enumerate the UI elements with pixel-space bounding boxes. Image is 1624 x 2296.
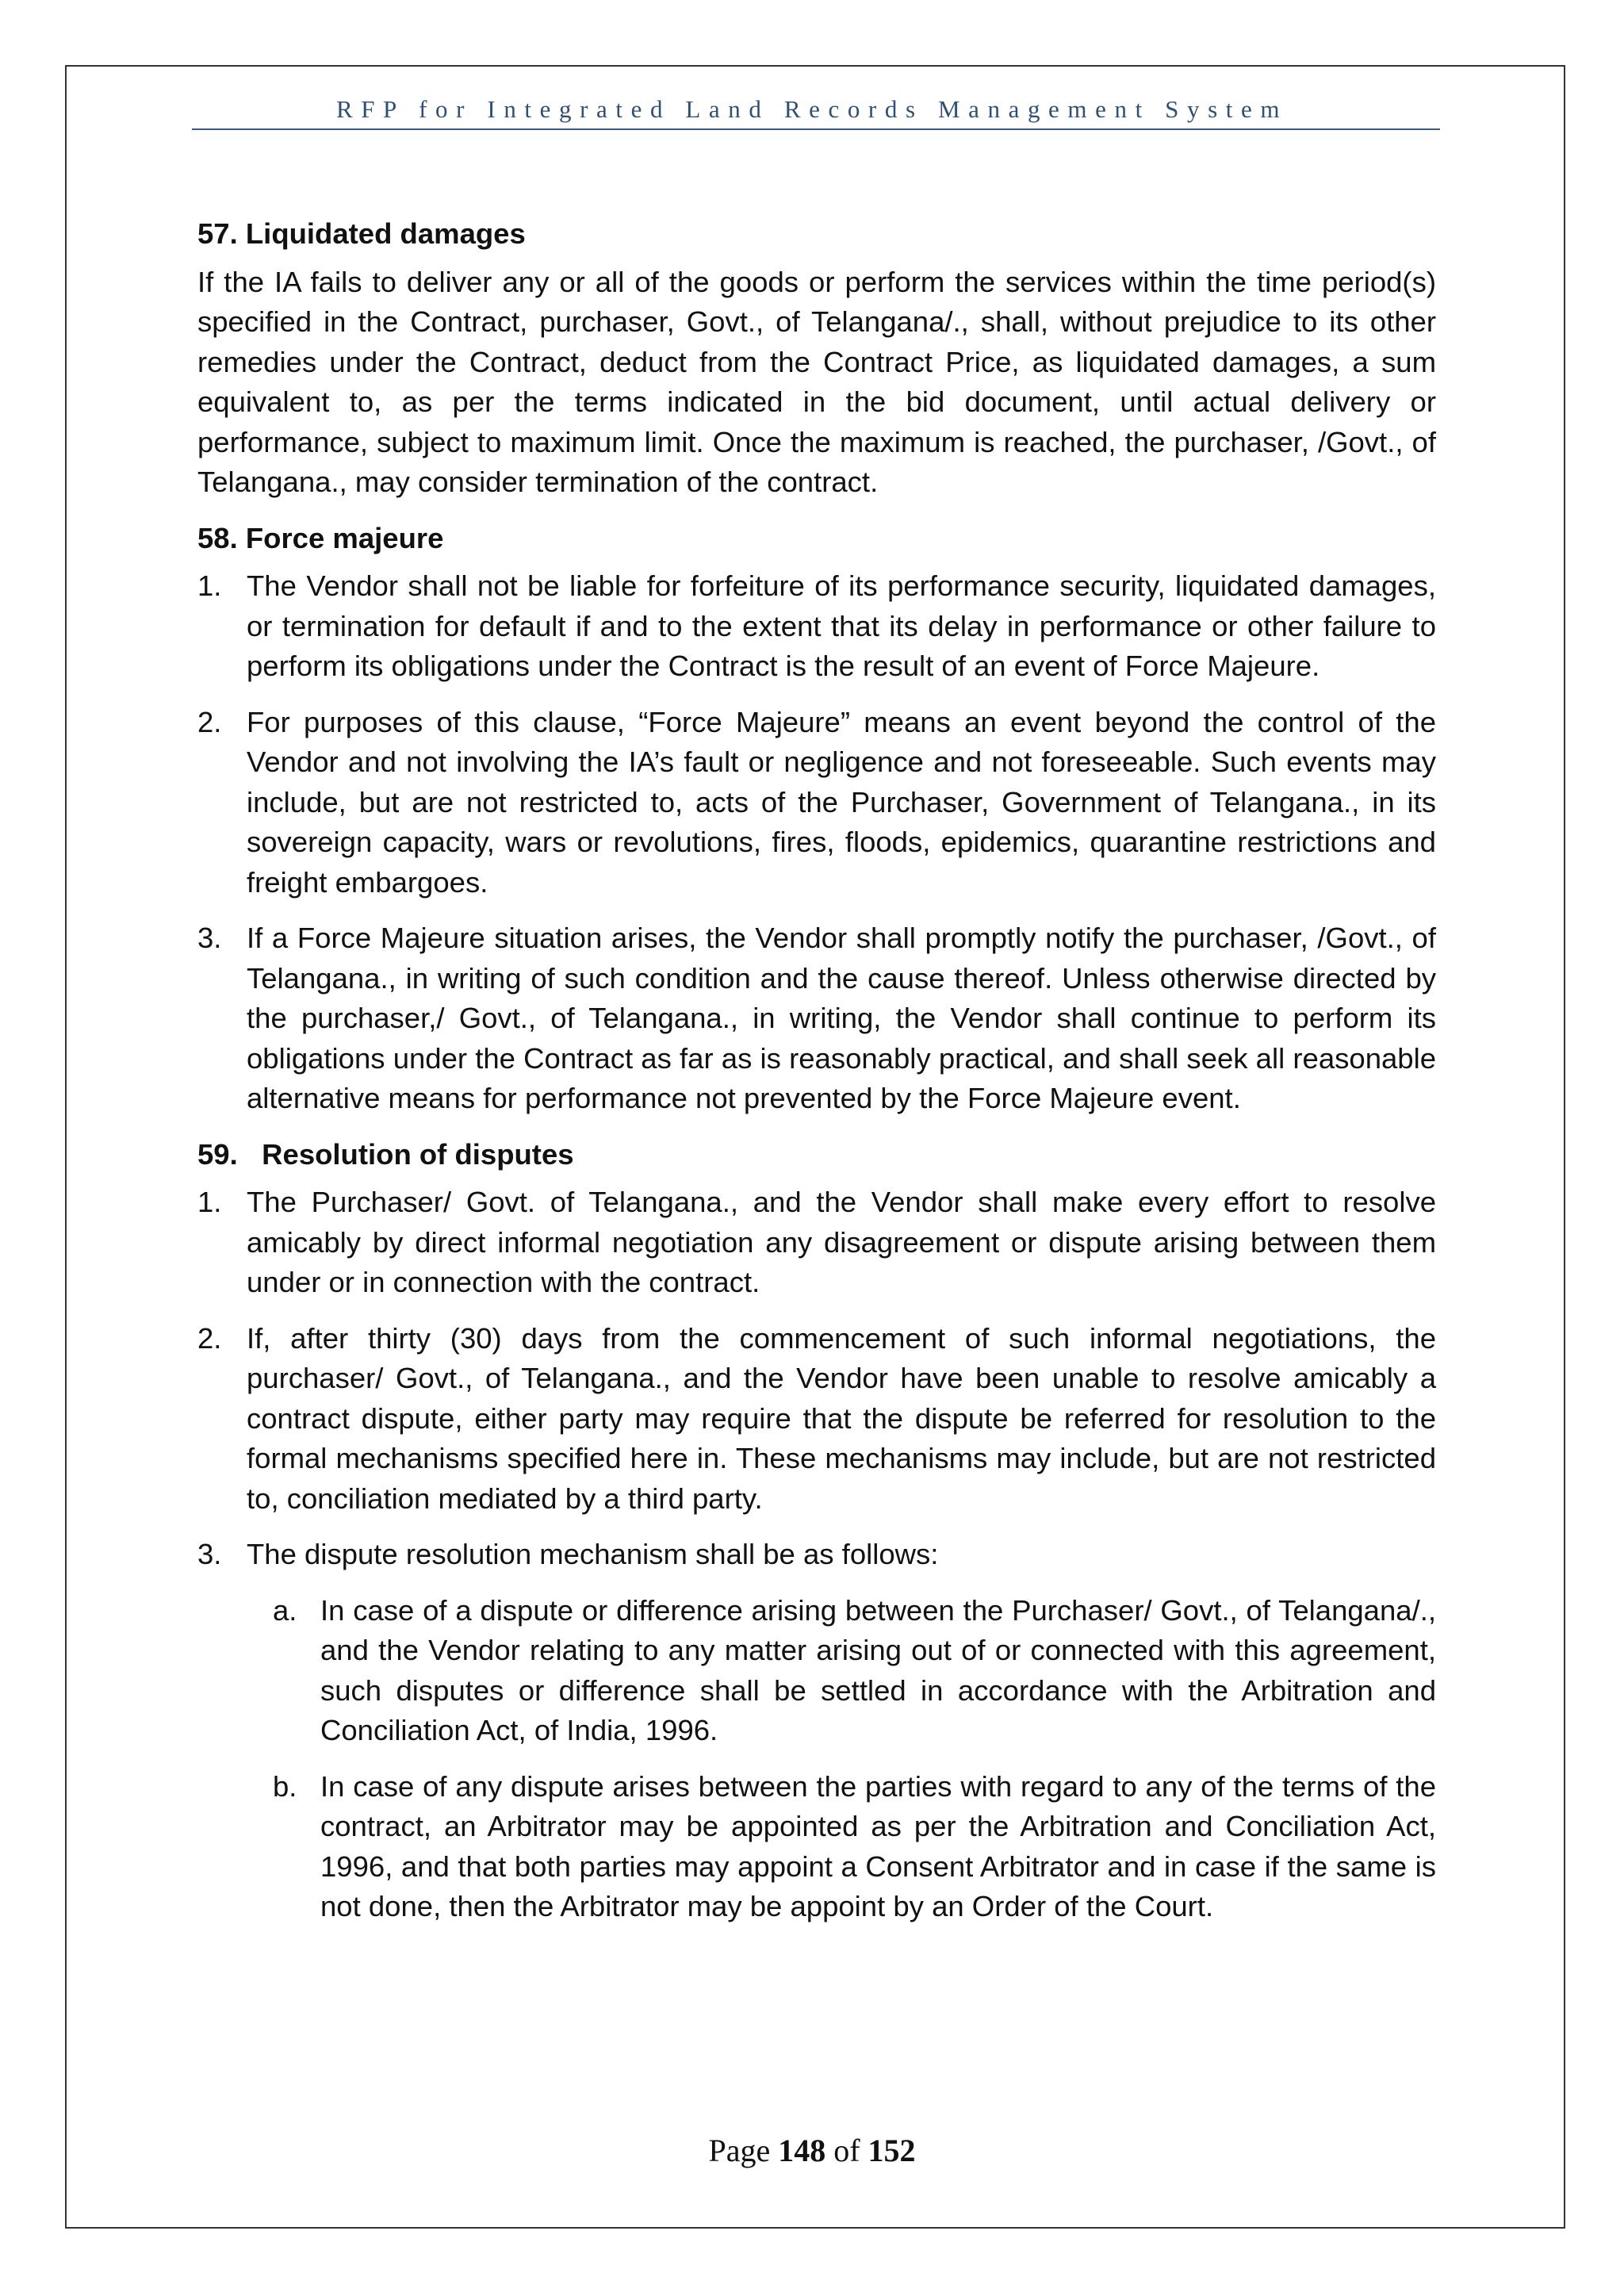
list-item	[197, 1535, 1436, 1575]
list-marker: 2.	[197, 1321, 222, 1355]
list-item-text: If, after thirty (30) days from the commencement of such informal negotiations, the purchaser/ Govt., of Telangana., and the Vendor have been unable to resolve amicably a contract dispute, either party may require that the dispute be referred for resolution to the formal mechanisms specified here in. These mechanisms may include, but are not restricted to, conciliation mediated by a third party.	[247, 1321, 1436, 1515]
page-number	[0, 2132, 1624, 2169]
page-number-separator: of	[833, 2133, 860, 2168]
running-header: RFP for Integrated Land Records Management System	[335, 95, 1289, 123]
sub-list-item	[273, 1767, 1436, 1927]
document-body	[197, 214, 1436, 1927]
section-heading: 59. Resolution of disputes	[197, 1137, 574, 1171]
header-rule	[192, 128, 1440, 130]
section-force-majeure	[197, 519, 1436, 1119]
list-marker: 2.	[197, 705, 222, 738]
list-item-text: For purposes of this clause, “Force Majeure” means an event beyond the control of the Vendor and not involving the IA’s fault or negligence and not foreseeable. Such events may include, but are not restricted to, acts of the Purchaser, Government of Telangana., in its sovereign capacity, wars or revolutions, fires, floods, epidemics, quarantine restrictions and freight embargoes.	[247, 705, 1436, 899]
list-item-text: The Purchaser/ Govt. of Telangana., and the Vendor shall make every effort to resolve amicably by direct informal negotiation any disagreement or dispute arising between them under or in connection with the contract.	[247, 1186, 1436, 1298]
page-number-prefix: Page	[708, 2133, 771, 2168]
list-item-text: If a Force Majeure situation arises, the Vendor shall promptly notify the purchaser, /Govt., of Telangana., in writing of such condition and the cause thereof. Unless otherwise directed by the purchaser,/ Govt., of Telangana., in writing, the Vendor shall continue to perform its obligations under the Contract as far as is reasonably practical, and shall seek all reasonable alternative means for performance not prevented by the Force Majeure event.	[247, 922, 1436, 1114]
list-marker: 1.	[197, 1186, 222, 1218]
page-number-current: 148	[778, 2133, 826, 2168]
list-item	[197, 1182, 1436, 1303]
section-heading: 58. Force majeure	[197, 521, 444, 554]
list-item	[197, 703, 1436, 903]
numbered-list	[197, 566, 1436, 1119]
numbered-list	[197, 1182, 1436, 1927]
sub-list-item-text: In case of a dispute or difference arising between the Purchaser/ Govt., of Telangana/., and the Vendor relating to any matter arising out of or connected with this agreement, such disputes or difference shall be settled in accordance with the Arbitration and Conciliation Act, of India, 1996.	[320, 1593, 1436, 1746]
list-marker: 3.	[197, 1538, 222, 1570]
list-marker: 3.	[197, 922, 222, 954]
sub-list-marker: b.	[273, 1769, 297, 1803]
list-item	[197, 918, 1436, 1119]
sub-list-item-text: In case of any dispute arises between the parties with regard to any of the terms of the contract, an Arbitrator may be appointed as per the Arbitration and Conciliation Act, 1996, and that both parties may appoint a Consent Arbitrator and in case if the same is not done, then the Arbitrator may be appoint by an Order of the Court.	[320, 1769, 1436, 1922]
list-item-text: The dispute resolution mechanism shall be as follows:	[247, 1538, 939, 1570]
section-liquidated-damages	[197, 214, 1436, 503]
list-marker: 1.	[197, 569, 222, 602]
sub-list-item	[273, 1591, 1436, 1751]
section-heading: 57. Liquidated damages	[197, 217, 526, 250]
list-item-text: The Vendor shall not be liable for forfeiture of its performance security, liquidated damages, or termination for default if and to the extent that its delay in performance or other failure to perform its obligations under the Contract is the result of an event of Force Majeure.	[247, 569, 1436, 682]
list-item	[197, 1319, 1436, 1520]
list-item	[197, 566, 1436, 687]
page-number-total: 152	[868, 2133, 916, 2168]
sub-list-marker: a.	[273, 1593, 297, 1627]
section-paragraph: If the IA fails to deliver any or all of the goods or perform the services within the time period(s) specified in the Contract, purchaser, Govt., of Telangana/., shall, without prejudice to its other remedies under the Contract, deduct from the Contract Price, as liquidated damages, a sum equivalent to, as per the terms indicated in the bid document, until actual delivery or performance, subject to maximum limit. Once the maximum is reached, the purchaser, /Govt., of Telangana., may consider termination of the contract.	[197, 265, 1436, 498]
section-resolution-of-disputes	[197, 1135, 1436, 1927]
